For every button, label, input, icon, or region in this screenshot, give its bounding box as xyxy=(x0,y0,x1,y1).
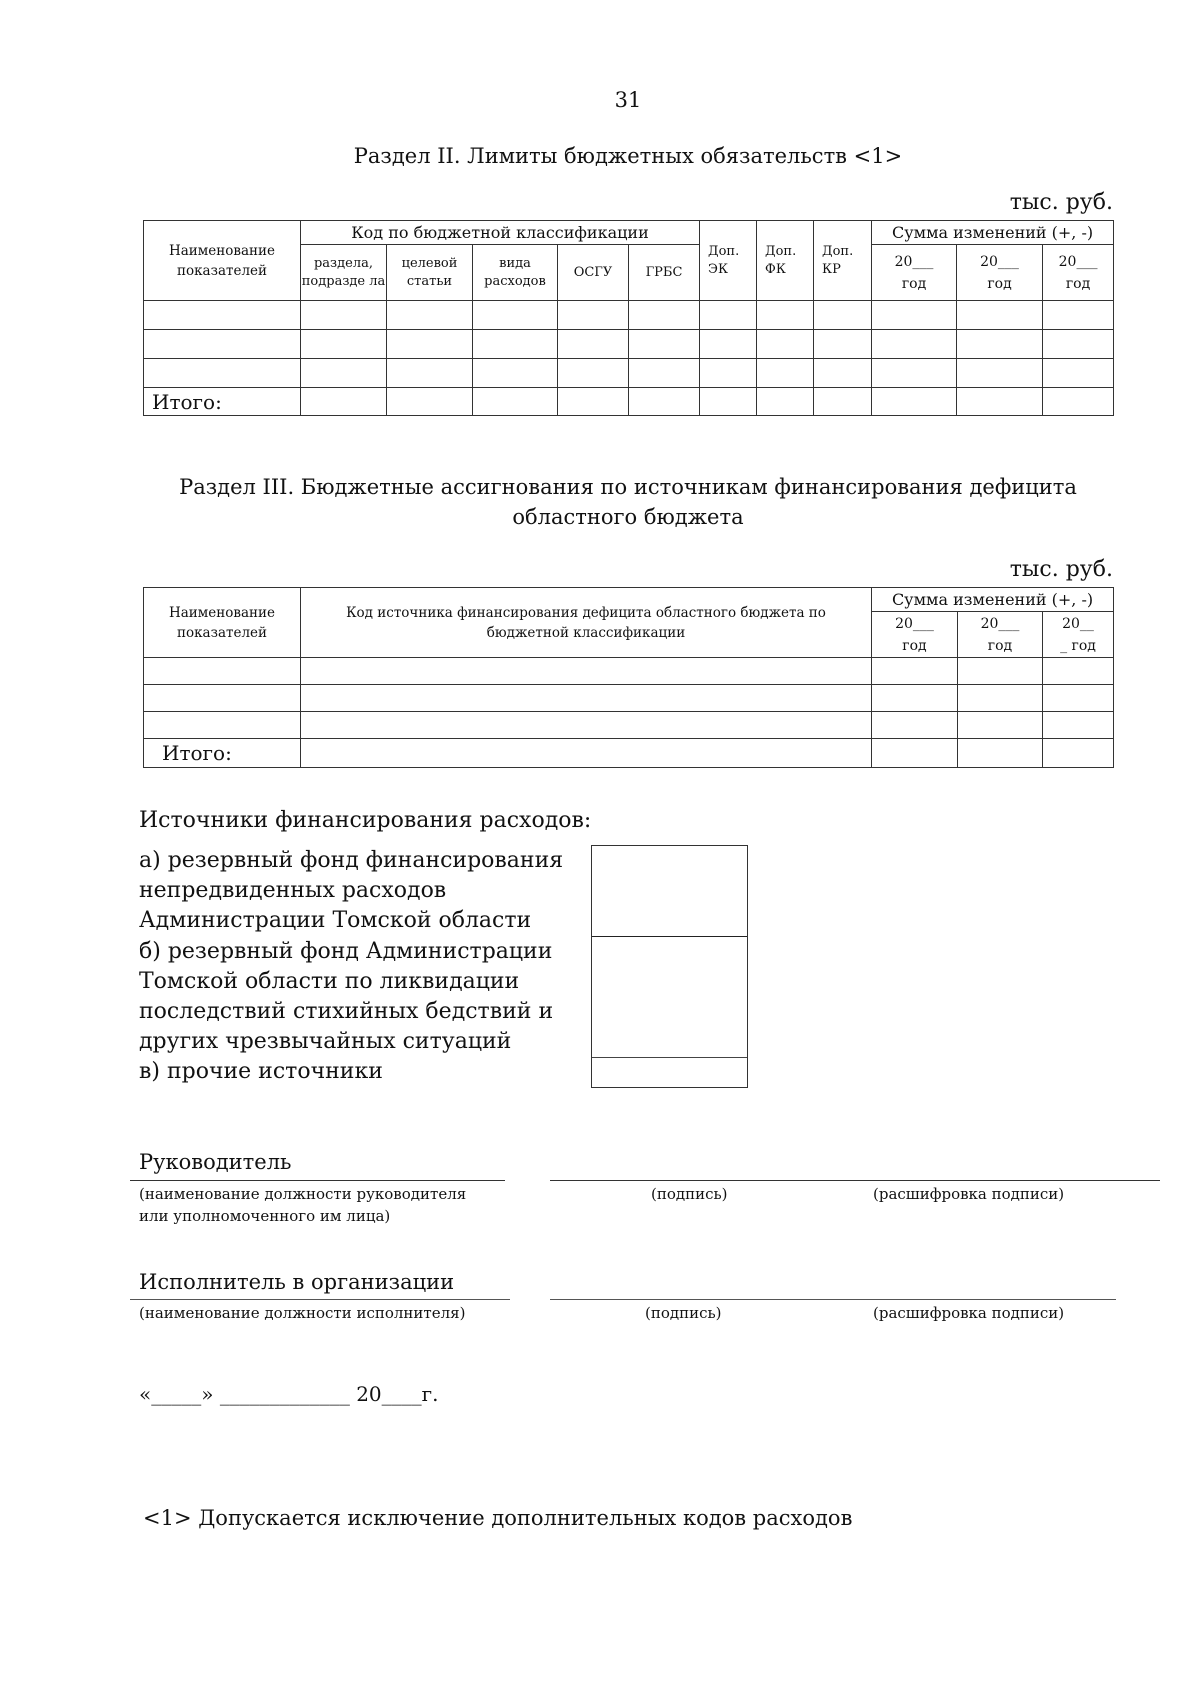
source-line: Томской области по ликвидации xyxy=(139,968,520,994)
funding-sources-heading: Источники финансирования расходов: xyxy=(139,808,592,833)
col-header-name: Наименование показателей xyxy=(144,221,301,301)
executor-position-caption: (наименование должности исполнителя) xyxy=(139,1304,466,1322)
total-row xyxy=(144,388,1114,416)
section3-units: тыс. руб. xyxy=(1009,557,1113,582)
col-header-type: вида расходов xyxy=(473,245,558,301)
funding-sources-box xyxy=(591,845,748,1088)
source-line: последствий стихийных бедствий и xyxy=(139,999,554,1025)
table-row xyxy=(144,658,1114,685)
deficit-sources-table xyxy=(143,587,1114,768)
section2-units: тыс. руб. xyxy=(1009,190,1113,215)
page-number: 31 xyxy=(614,88,642,112)
head-decoding-caption: (расшифровка подписи) xyxy=(873,1185,1065,1203)
head-signature-line[interactable] xyxy=(550,1180,1160,1181)
col-header-year-1: 20___ год xyxy=(872,612,958,658)
col-header-dop-ek: Доп. ЭК xyxy=(700,221,757,301)
col-header-section: раздела, подразде ла xyxy=(301,245,387,301)
source-line: непредвиденных расходов xyxy=(139,878,447,904)
col-header-year-2: 20___ год xyxy=(958,612,1043,658)
head-signature-caption: (подпись) xyxy=(651,1185,728,1203)
head-position-line[interactable] xyxy=(130,1180,505,1181)
col-header-osgu: ОСГУ xyxy=(558,245,629,301)
date-line[interactable]: «_____» _____________ 20____г. xyxy=(139,1382,439,1406)
section2-title: Раздел II. Лимиты бюджетных обязательств <1> xyxy=(353,144,903,168)
source-line: Администрации Томской области xyxy=(139,908,532,934)
source-line: других чрезвычайных ситуаций xyxy=(139,1029,512,1055)
section3-title: Раздел III. Бюджетные ассигнования по источникам финансирования дефицита областного бюджета xyxy=(179,475,1077,529)
col-group-code: Код по бюджетной классификации xyxy=(301,221,700,245)
col-header-year-1: 20___ год xyxy=(872,245,957,301)
executor-signature-line[interactable] xyxy=(550,1299,1116,1300)
col-header-dop-fk: Доп. ФК xyxy=(757,221,814,301)
col-header-year-2: 20___ год xyxy=(957,245,1043,301)
total-label: Итого: xyxy=(144,739,301,768)
col-group-sum: Сумма изменений (+, -) xyxy=(872,588,1114,612)
col-header-name: Наименование показателей xyxy=(144,588,301,658)
col-header-year-3: 20__ _ год xyxy=(1043,612,1114,658)
budget-limits-table xyxy=(143,220,1114,416)
executor-position-line[interactable] xyxy=(130,1299,510,1300)
head-title: Руководитель xyxy=(139,1150,292,1174)
source-line: в) прочие источники xyxy=(139,1059,383,1085)
table-row xyxy=(144,330,1114,359)
table-row xyxy=(144,359,1114,388)
total-row xyxy=(144,739,1114,768)
col-header-year-3: 20___ год xyxy=(1043,245,1114,301)
col-header-grbs: ГРБС xyxy=(629,245,700,301)
funding-sources-list xyxy=(139,846,563,1088)
total-label: Итого: xyxy=(144,388,301,416)
source-line: а) резервный фонд финансирования xyxy=(139,848,564,873)
table-row xyxy=(144,685,1114,712)
table-row xyxy=(144,301,1114,330)
box-divider xyxy=(592,1057,747,1058)
col-group-sum: Сумма изменений (+, -) xyxy=(872,221,1114,245)
col-header-source-code: Код источника финансирования дефицита областного бюджета по бюджетной классификации xyxy=(301,588,872,658)
col-header-target: целевой статьи xyxy=(387,245,473,301)
col-header-dop-kr: Доп. КР xyxy=(814,221,872,301)
source-line: б) резервный фонд Администрации xyxy=(139,938,553,964)
executor-title: Исполнитель в организации xyxy=(139,1270,455,1294)
footnote: <1> Допускается исключение дополнительных кодов расходов xyxy=(143,1506,853,1530)
table-row xyxy=(144,712,1114,739)
executor-signature-caption: (подпись) xyxy=(645,1304,722,1322)
executor-decoding-caption: (расшифровка подписи) xyxy=(873,1304,1065,1322)
box-divider xyxy=(592,936,747,937)
head-position-caption: (наименование должности руководителя или уполномоченного им лица) xyxy=(139,1185,467,1225)
